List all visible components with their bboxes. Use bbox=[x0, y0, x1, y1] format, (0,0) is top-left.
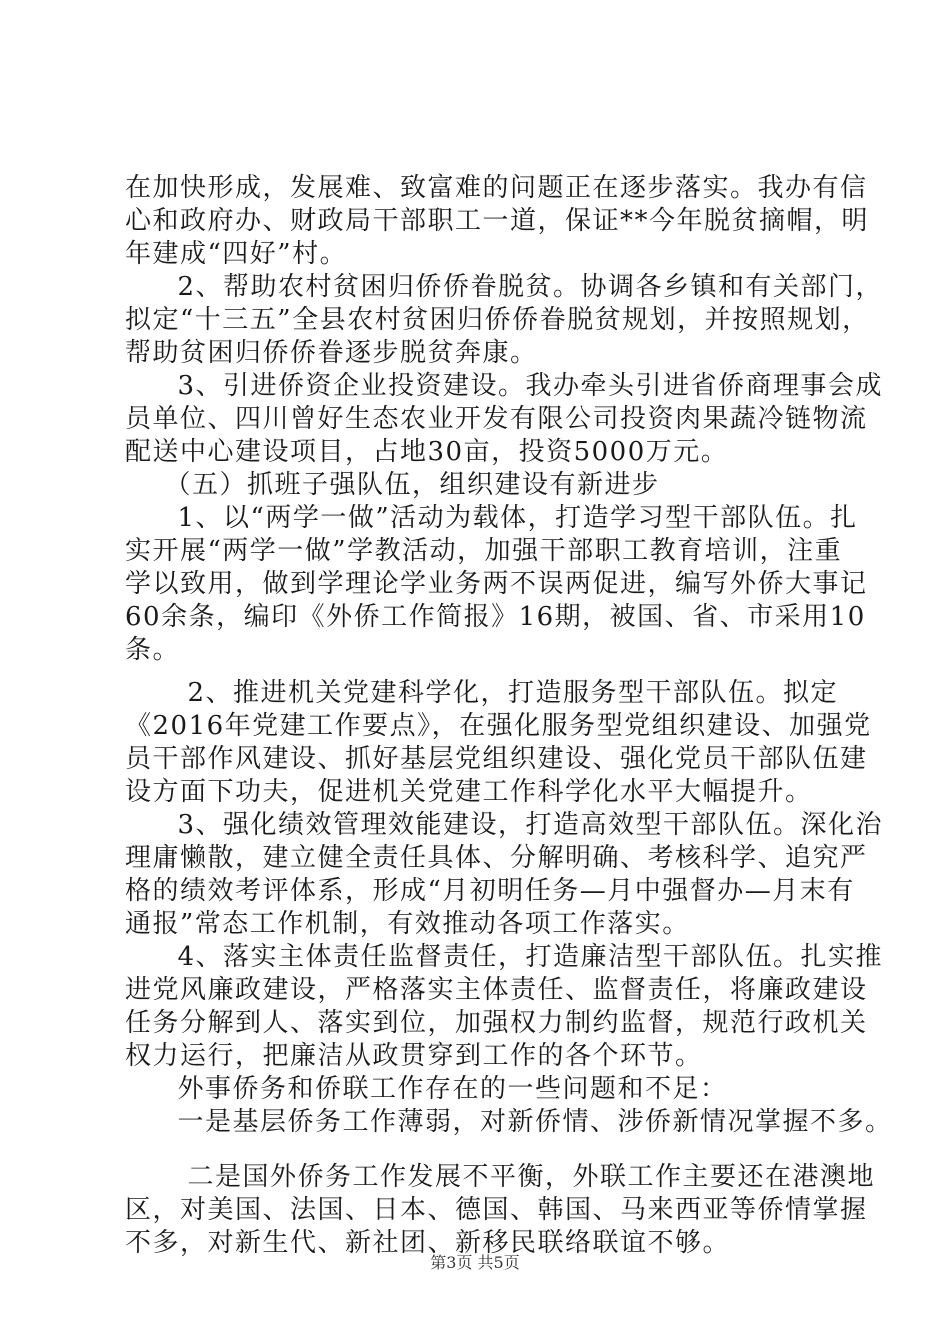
text-line: 进党风廉政建设，严格落实主体责任、监督责任，将廉政建设 bbox=[125, 975, 868, 1005]
text-line: 配送中心建设项目，占地30亩，投资5000万元。 bbox=[125, 437, 729, 467]
text-line: 区，对美国、法国、日本、德国、韩国、马来西亚等侨情掌握 bbox=[125, 1195, 868, 1225]
page-number: 第3页 共5页 bbox=[430, 1253, 520, 1272]
text-line: 60余条，编印《外侨工作简报》16期，被国、省、市采用10 bbox=[125, 602, 866, 632]
text-line: 理庸懒散，建立健全责任具体、分解明确、考核科学、追究严 bbox=[125, 843, 868, 873]
text-line: 2、推进机关党建科学化，打造服务型干部队伍。拟定 bbox=[160, 678, 839, 708]
text-line: 权力运行，把廉洁从政贯穿到工作的各个环节。 bbox=[125, 1041, 703, 1071]
text-line: 4、落实主体责任监督责任，打造廉洁型干部队伍。扎实推 bbox=[150, 942, 884, 972]
text-line: 设方面下功夫，促进机关党建工作科学化水平大幅提升。 bbox=[125, 777, 813, 807]
text-line: 《2016年党建工作要点》，在强化服务型党组织建设、加强党 bbox=[125, 711, 872, 741]
text-line: 外事侨务和侨联工作存在的一些问题和不足： bbox=[150, 1074, 728, 1104]
text-line: 2、帮助农村贫困归侨侨眷脱贫。协调各乡镇和有关部门， bbox=[150, 272, 884, 302]
text-line: 通报”常态工作机制，有效推动各项工作落实。 bbox=[125, 909, 690, 939]
text-line: 实开展“两学一做”学教活动，加强干部职工教育培训，注重 bbox=[125, 536, 843, 566]
text-line: 在加快形成，发展难、致富难的问题正在逐步落实。我办有信 bbox=[125, 173, 868, 203]
text-line: 心和政府办、财政局干部职工一道，保证**今年脱贫摘帽，明 bbox=[125, 206, 870, 236]
text-line: 员单位、四川曾好生态农业开发有限公司投资肉果蔬冷链物流 bbox=[125, 404, 868, 434]
text-line: 3、强化绩效管理效能建设，打造高效型干部队伍。深化治 bbox=[150, 810, 884, 840]
text-line: 年建成“四好”村。 bbox=[125, 239, 348, 269]
text-line: 格的绩效考评体系，形成“月初明任务—月中强督办—月末有 bbox=[125, 876, 855, 906]
text-line: 3、引进侨资企业投资建设。我办牵头引进省侨商理事会成 bbox=[150, 371, 884, 401]
text-line: 任务分解到人、落实到位，加强权力制约监督，规范行政机关 bbox=[125, 1008, 868, 1038]
text-line: 拟定“十三五”全县农村贫困归侨侨眷脱贫规划，并按照规划， bbox=[125, 305, 870, 335]
text-line: 不多，对新生代、新社团、新移民联络联谊不够。 bbox=[125, 1228, 731, 1258]
text-line: 一是基层侨务工作薄弱，对新侨情、涉侨新情况掌握不多。 bbox=[150, 1107, 893, 1137]
text-line: 学以致用，做到学理论学业务两不误两促进，编写外侨大事记 bbox=[125, 569, 868, 599]
text-line: 条。 bbox=[125, 635, 181, 665]
text-line: 员干部作风建设、抓好基层党组织建设、强化党员干部队伍建 bbox=[125, 744, 868, 774]
text-line: 二是国外侨务工作发展不平衡，外联工作主要还在港澳地 bbox=[160, 1162, 876, 1192]
text-line: 1、以“两学一做”活动为载体，打造学习型干部队伍。扎 bbox=[150, 503, 858, 533]
section-heading: （五）抓班子强队伍，组织建设有新进步 bbox=[150, 470, 660, 500]
text-line: 帮助贫困归侨侨眷逐步脱贫奔康。 bbox=[125, 338, 538, 368]
